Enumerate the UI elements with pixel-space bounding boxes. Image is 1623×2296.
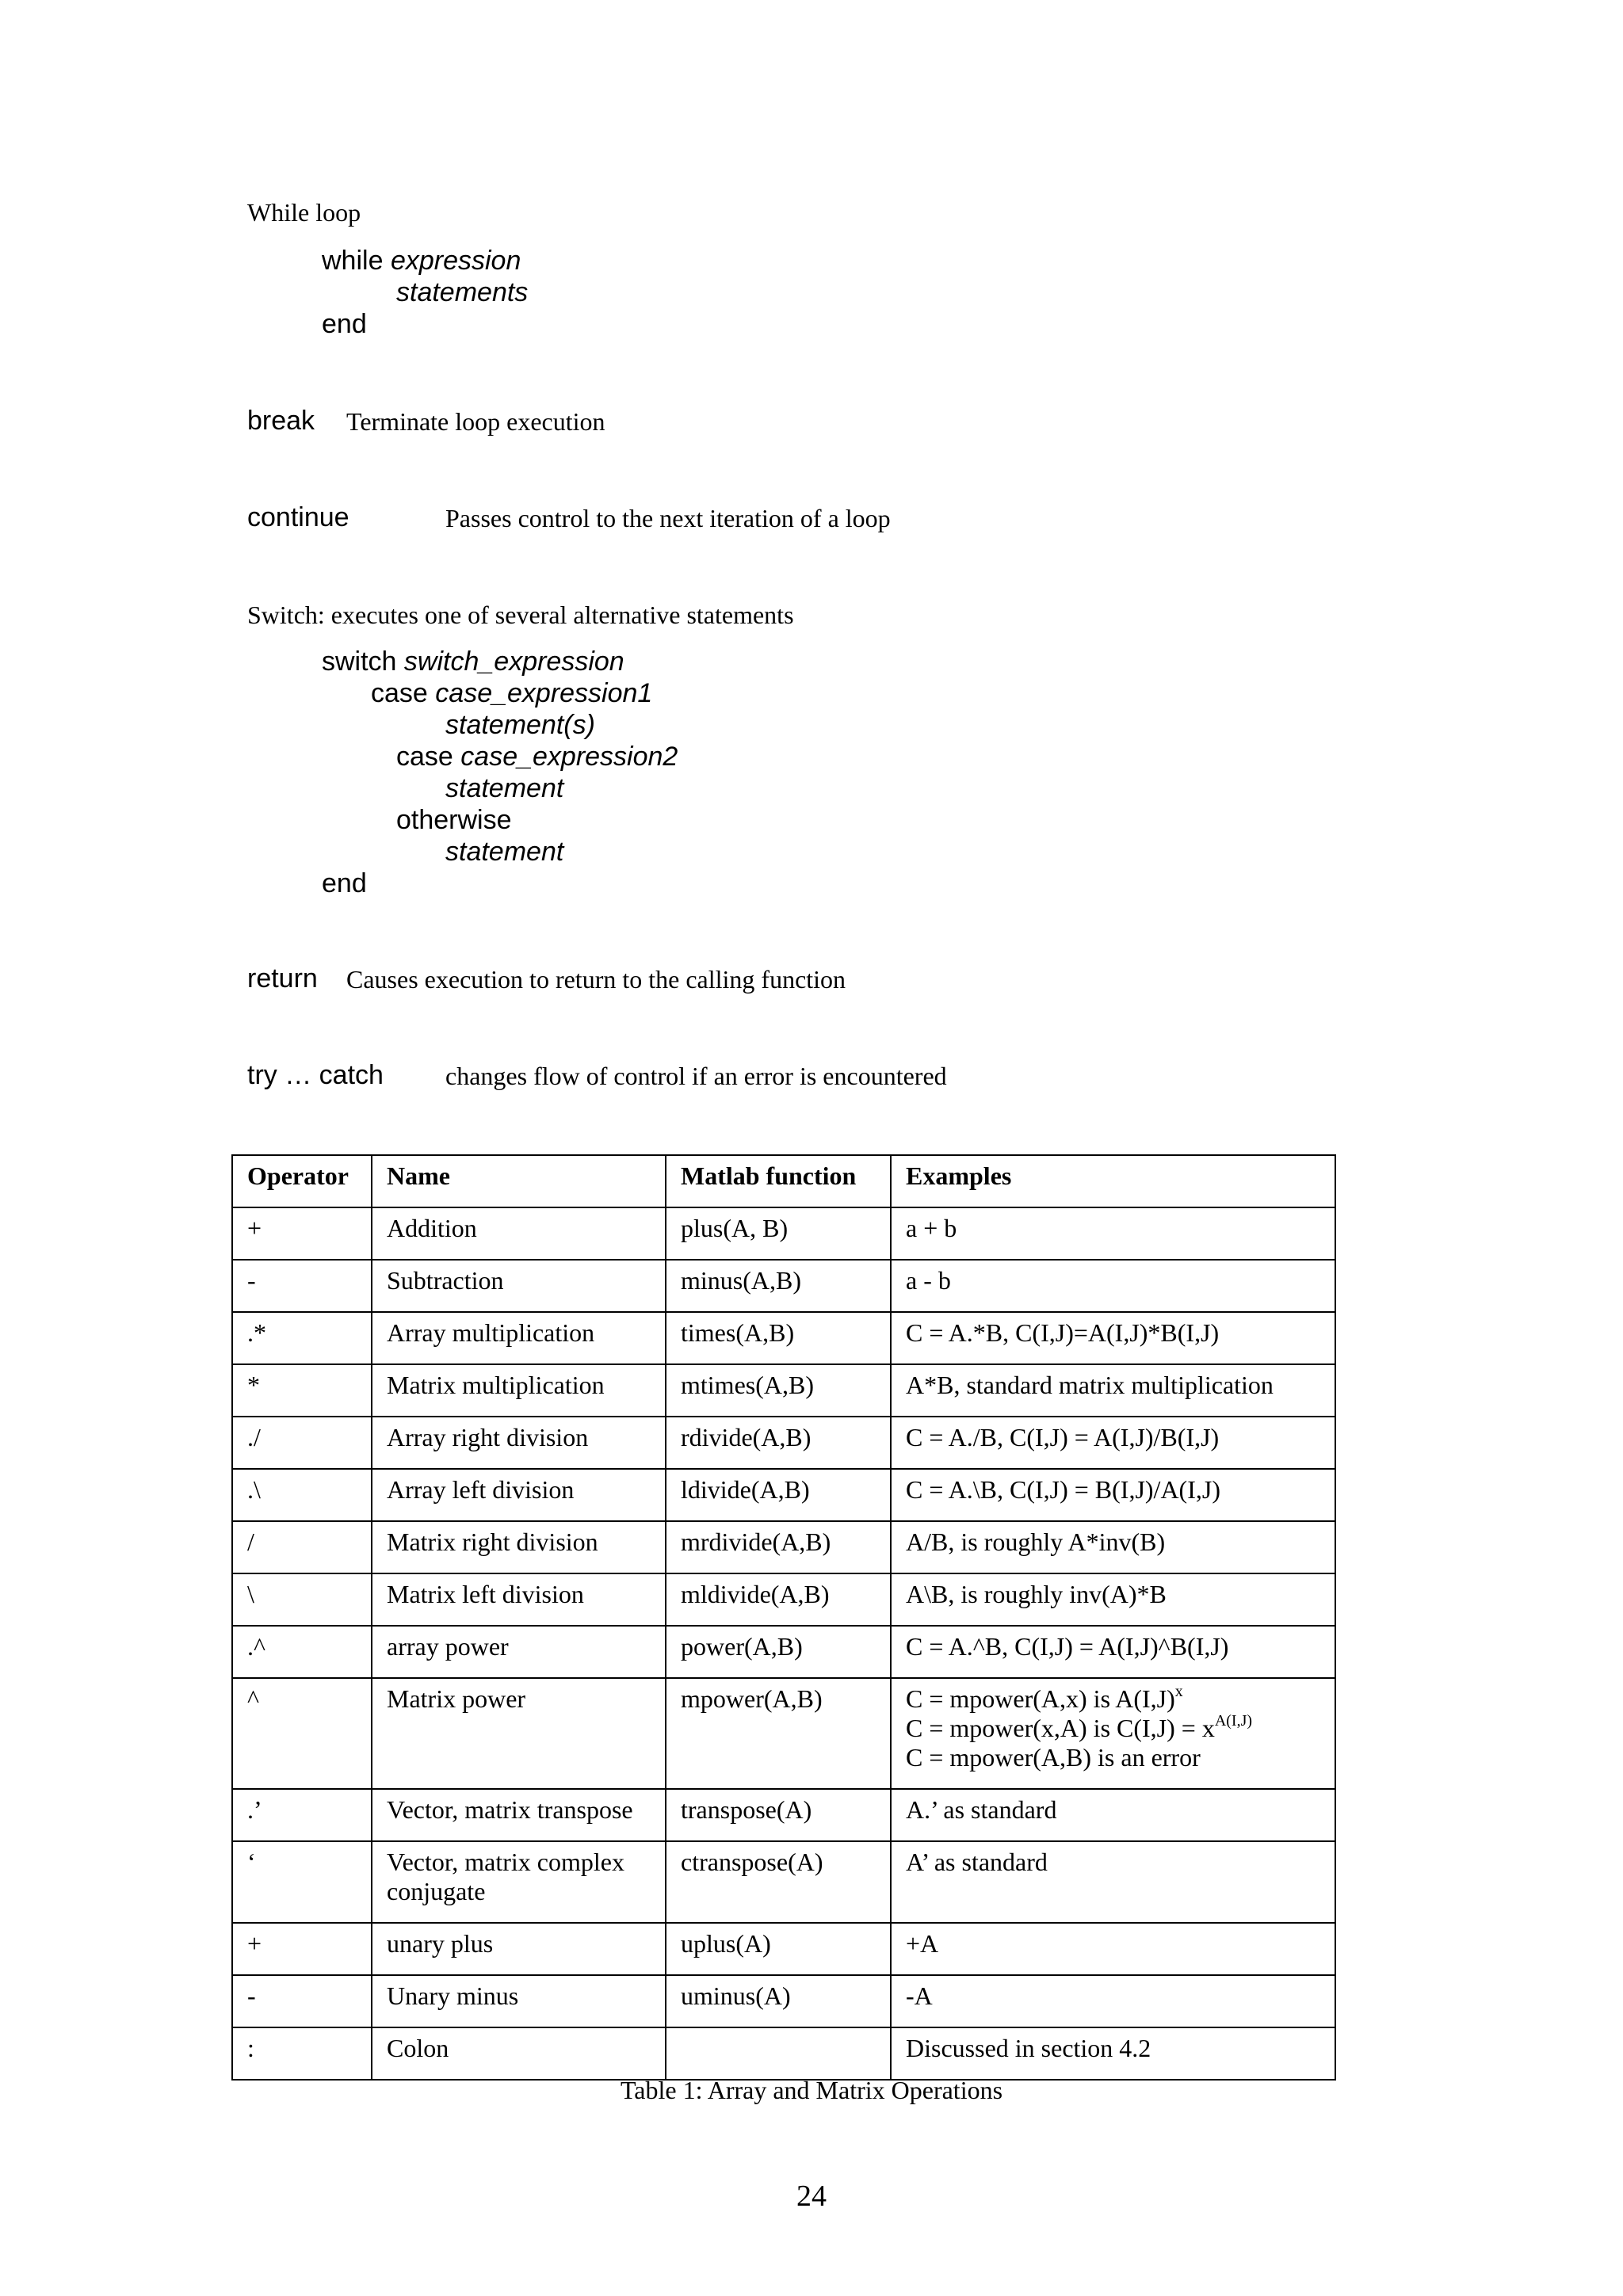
table-row xyxy=(232,1417,1335,1469)
mpower-example-line1 xyxy=(906,1684,1322,1714)
table-row xyxy=(232,1975,1335,2027)
cell-name: Unary minus xyxy=(372,1975,666,2027)
continue-keyword: continue xyxy=(247,502,349,532)
cell-function: times(A,B) xyxy=(666,1312,891,1364)
cell-example: C = A.*B, C(I,J)=A(I,J)*B(I,J) xyxy=(891,1312,1335,1364)
switch-expression: switch_expression xyxy=(403,646,624,677)
cell-function: mtimes(A,B) xyxy=(666,1364,891,1417)
cell-function: transpose(A) xyxy=(666,1789,891,1841)
continue-description: Passes control to the next iteration of a loop xyxy=(445,504,891,532)
cell-name: Vector, matrix transpose xyxy=(372,1789,666,1841)
cell-name: Array right division xyxy=(372,1417,666,1469)
otherwise-statement: statement xyxy=(445,837,564,867)
cell-example: A*B, standard matrix multiplication xyxy=(891,1364,1335,1417)
table-row xyxy=(232,2027,1335,2080)
cell-function: ctranspose(A) xyxy=(666,1841,891,1923)
break-keyword: break xyxy=(247,406,315,436)
cell-example: C = A.^B, C(I,J) = A(I,J)^B(I,J) xyxy=(891,1626,1335,1678)
cell-operator: - xyxy=(232,1975,372,2027)
cell-name: Addition xyxy=(372,1207,666,1260)
cell-name: Matrix left division xyxy=(372,1573,666,1626)
table-row xyxy=(232,1678,1335,1789)
while-keyword: while xyxy=(322,246,384,276)
table-row xyxy=(232,1841,1335,1923)
cell-name: Colon xyxy=(372,2027,666,2080)
cell-example: C = A.\B, C(I,J) = B(I,J)/A(I,J) xyxy=(891,1469,1335,1521)
mpower-example-line3: C = mpower(A,B) is an error xyxy=(906,1743,1201,1772)
cell-operator: * xyxy=(232,1364,372,1417)
header-operator: Operator xyxy=(232,1155,372,1207)
cell-function xyxy=(666,2027,891,2080)
switch-case1-line xyxy=(371,678,652,709)
try-catch-keyword: try … catch xyxy=(247,1060,384,1090)
mpower-example-line2-text: C = mpower(x,A) is C(I,J) = x xyxy=(906,1714,1215,1742)
cell-function: minus(A,B) xyxy=(666,1260,891,1312)
switch-keyword: switch xyxy=(322,646,397,677)
cell-name: array power xyxy=(372,1626,666,1678)
cell-example: +A xyxy=(891,1923,1335,1975)
cell-example: A\B, is roughly inv(A)*B xyxy=(891,1573,1335,1626)
header-name: Name xyxy=(372,1155,666,1207)
cell-operator: / xyxy=(232,1521,372,1573)
page-number: 24 xyxy=(796,2180,827,2213)
cell-function: rdivide(A,B) xyxy=(666,1417,891,1469)
cell-function: uplus(A) xyxy=(666,1923,891,1975)
cell-operator: .\ xyxy=(232,1469,372,1521)
cell-name: Array multiplication xyxy=(372,1312,666,1364)
switch-heading: Switch: executes one of several alternative statements xyxy=(247,601,794,629)
cell-function: uminus(A) xyxy=(666,1975,891,2027)
cell-operator: ^ xyxy=(232,1678,372,1789)
table-header-row xyxy=(232,1155,1335,1207)
table-row xyxy=(232,1923,1335,1975)
table-caption: Table 1: Array and Matrix Operations xyxy=(620,2076,1003,2104)
cell-example: -A xyxy=(891,1975,1335,2027)
cell-function: plus(A, B) xyxy=(666,1207,891,1260)
case-expression2: case_expression2 xyxy=(460,742,678,772)
cell-function: mpower(A,B) xyxy=(666,1678,891,1789)
cell-operator: .* xyxy=(232,1312,372,1364)
switch-code-line1 xyxy=(322,646,624,677)
otherwise-keyword: otherwise xyxy=(396,805,512,835)
cell-name: Vector, matrix complex conjugate xyxy=(372,1841,666,1923)
case2-statement: statement xyxy=(445,773,564,803)
table-row xyxy=(232,1626,1335,1678)
break-description: Terminate loop execution xyxy=(346,407,605,436)
return-description: Causes execution to return to the calling function xyxy=(346,965,846,994)
cell-operator: \ xyxy=(232,1573,372,1626)
cell-example: C = A./B, C(I,J) = A(I,J)/B(I,J) xyxy=(891,1417,1335,1469)
switch-end-keyword: end xyxy=(322,868,367,898)
operators-table xyxy=(231,1154,1336,2081)
cell-operator: - xyxy=(232,1260,372,1312)
while-end-keyword: end xyxy=(322,309,367,339)
cell-function: mldivide(A,B) xyxy=(666,1573,891,1626)
cell-name: Matrix right division xyxy=(372,1521,666,1573)
while-heading: While loop xyxy=(247,198,361,227)
cell-name: Subtraction xyxy=(372,1260,666,1312)
cell-example: A.’ as standard xyxy=(891,1789,1335,1841)
cell-example-mpower xyxy=(891,1678,1335,1789)
header-matlab-function: Matlab function xyxy=(666,1155,891,1207)
cell-example: A’ as standard xyxy=(891,1841,1335,1923)
cell-name: Matrix multiplication xyxy=(372,1364,666,1417)
cell-operator: ./ xyxy=(232,1417,372,1469)
cell-example: a + b xyxy=(891,1207,1335,1260)
table-row xyxy=(232,1364,1335,1417)
while-statements: statements xyxy=(396,277,529,307)
while-code-line1 xyxy=(322,246,521,277)
cell-name: Matrix power xyxy=(372,1678,666,1789)
mpower-example-line1-text: C = mpower(A,x) is A(I,J) xyxy=(906,1684,1175,1713)
case1-statements: statement(s) xyxy=(445,710,595,740)
cell-operator: : xyxy=(232,2027,372,2080)
cell-operator: + xyxy=(232,1207,372,1260)
cell-example: Discussed in section 4.2 xyxy=(891,2027,1335,2080)
try-catch-description: changes flow of control if an error is encountered xyxy=(445,1062,947,1090)
return-keyword: return xyxy=(247,963,318,994)
case1-keyword: case xyxy=(371,678,428,708)
case-expression1: case_expression1 xyxy=(435,678,653,708)
table-row xyxy=(232,1789,1335,1841)
cell-operator: .’ xyxy=(232,1789,372,1841)
cell-example: a - b xyxy=(891,1260,1335,1312)
cell-operator: ‘ xyxy=(232,1841,372,1923)
case2-keyword: case xyxy=(396,742,453,772)
table-row xyxy=(232,1207,1335,1260)
cell-name: Array left division xyxy=(372,1469,666,1521)
cell-example: A/B, is roughly A*inv(B) xyxy=(891,1521,1335,1573)
cell-function: mrdivide(A,B) xyxy=(666,1521,891,1573)
cell-name: unary plus xyxy=(372,1923,666,1975)
switch-case2-line xyxy=(396,742,678,772)
cell-function: power(A,B) xyxy=(666,1626,891,1678)
cell-function: ldivide(A,B) xyxy=(666,1469,891,1521)
mpower-example-line2 xyxy=(906,1714,1322,1743)
while-expression: expression xyxy=(390,246,521,276)
header-examples: Examples xyxy=(891,1155,1335,1207)
cell-operator: .^ xyxy=(232,1626,372,1678)
table-row xyxy=(232,1573,1335,1626)
mpower-example-line2-superscript: A(I,J) xyxy=(1214,1712,1253,1730)
table-row xyxy=(232,1312,1335,1364)
cell-operator: + xyxy=(232,1923,372,1975)
table-row xyxy=(232,1260,1335,1312)
table-row xyxy=(232,1521,1335,1573)
mpower-example-line1-superscript: x xyxy=(1174,1683,1183,1700)
table-row xyxy=(232,1469,1335,1521)
